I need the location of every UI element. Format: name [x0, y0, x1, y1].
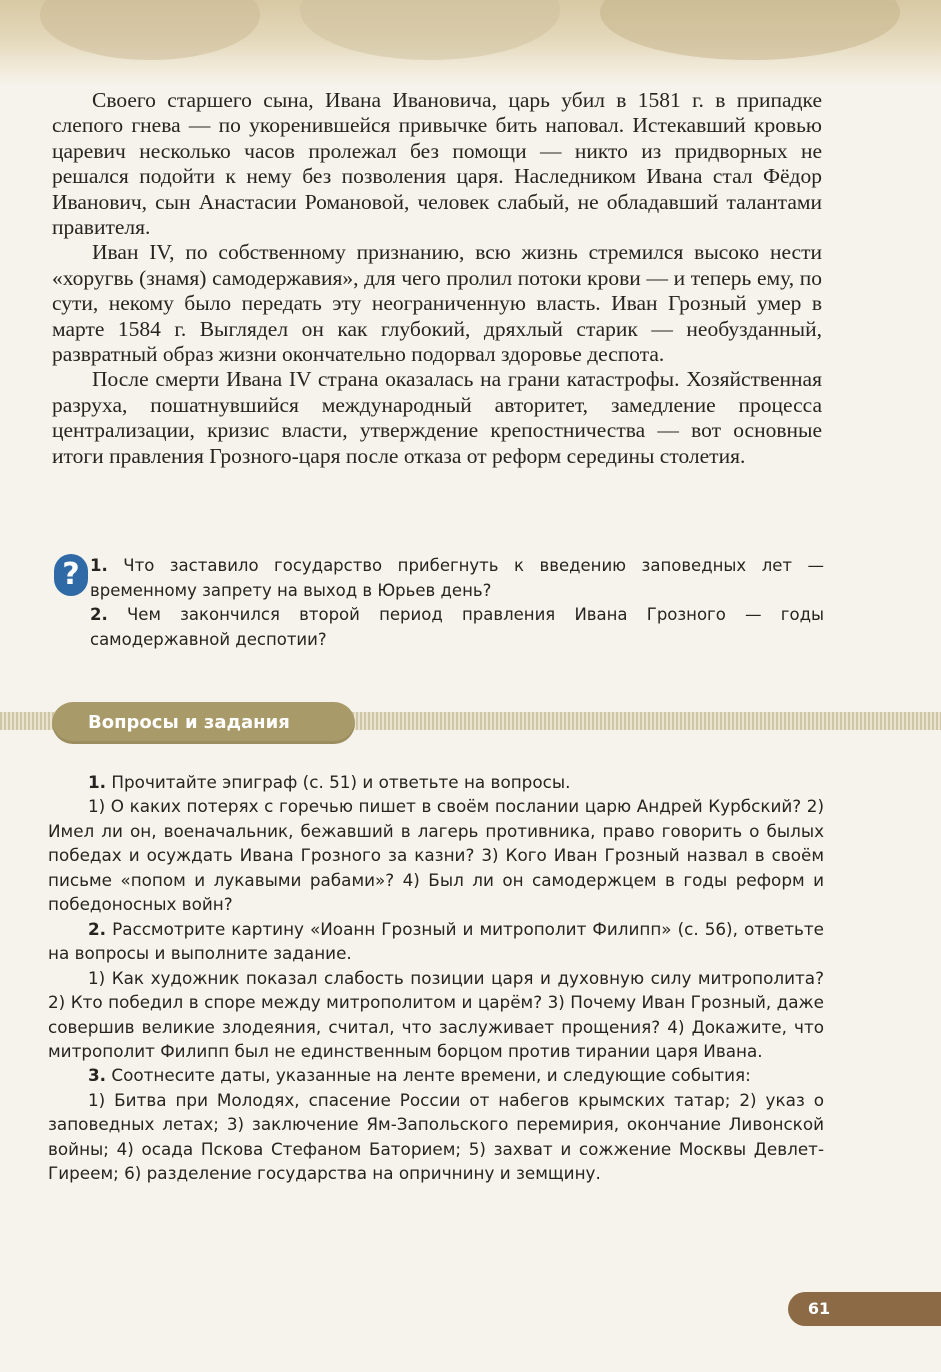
task-heading-text: Рассмотрите картину «Иоанн Грозный и митрополит Филипп» (с. 56), ответьте на вопросы и выполните задание.	[48, 918, 824, 964]
task-header	[48, 1063, 824, 1087]
question-item	[90, 603, 824, 652]
question-number: 1.	[90, 556, 108, 575]
review-questions	[54, 554, 824, 652]
header-decoration	[40, 0, 260, 60]
page-number: 61	[807, 1299, 831, 1318]
section-heading	[52, 702, 355, 744]
question-text: Что заставило государство прибегнуть к введению заповедных лет — временному запрету на выход в Юрьев день?	[90, 556, 824, 600]
question-list	[90, 554, 824, 652]
question-item	[90, 554, 824, 603]
section-title: Вопросы и задания	[88, 712, 290, 733]
question-mark-icon: ?	[54, 554, 88, 596]
task-number: 2.	[88, 918, 107, 939]
main-text	[52, 88, 822, 469]
task-number: 1.	[88, 772, 107, 792]
task-number: 3.	[88, 1065, 107, 1086]
task-list	[48, 770, 824, 1186]
question-text: Чем закончился второй период правления Ивана Грозного — годы самодержавной деспотии?	[90, 605, 824, 649]
task-heading-text: Прочитайте эпиграф (с. 51) и ответьте на вопросы.	[111, 772, 571, 792]
paragraph: Своего старшего сына, Ивана Ивановича, царь убил в 1581 г. в припадке слепого гнева — по укоренившейся привычке бить наповал. Истекавший кровью царевич несколько часов пролежал без помощи — никто из придворных не решался подойти к нему без позволения царя. Наследником Ивана стал Фёдор Иванович, сын Анастасии Романовой, человек слабый, не обладавший талантами правителя.	[52, 88, 822, 240]
page-number-tab	[788, 1292, 941, 1326]
paragraph: После смерти Ивана IV страна оказалась на грани катастрофы. Хозяйственная разруха, пошатнувшийся международный авторитет, замедление процесса централизации, кризис власти, утверждение крепостничества — вот основные итоги правления Грозного-царя после отказа от реформ середины столетия.	[52, 367, 822, 468]
task-heading-text: Соотнесите даты, указанные на ленте времени, и следующие события:	[111, 1065, 751, 1086]
question-number: 2.	[90, 605, 108, 624]
task-header	[48, 917, 824, 966]
task-header	[48, 770, 824, 794]
header-decoration	[300, 0, 560, 60]
paragraph: Иван IV, по собственному признанию, всю жизнь стремился высоко нести «хоругвь (знамя) самодержавия», для чего пролил потоки крови — и теперь ему, по сути, некому было передать эту неограниченную власть. Иван Грозный умер в марте 1584 г. Выглядел он как глубокий, дряхлый старик — необузданный, развратный образ жизни окончательно подорвал здоровье деспота.	[52, 240, 822, 367]
task-body: 1) Битва при Молодях, спасение России от набегов крымских татар; 2) указ о заповедных летах; 3) заключение Ям-Запольского перемирия, окончание Ливонской войны; 4) осада Пскова Стефаном Баторием; 5) захват и сожжение Москвы Девлет-Гиреем; 6) разделение государства на опричнину и земщину.	[48, 1089, 824, 1184]
task-body: 1) Как художник показал слабость позиции царя и духовную силу митрополита? 2) Кто победил в споре между митрополитом и царём? 3) Почему Иван Грозный, даже совершив великие злодеяния, считал, что заслуживает прощения? 4) Докажите, что митрополит Филипп был не единственным борцом против тирании царя Ивана.	[48, 967, 824, 1061]
task-body: 1) О каких потерях с горечью пишет в своём послании царю Андрей Курбский? 2) Имел ли он, военачальник, бежавший в лагерь противника, право говорить о былых победах и осуждать Ивана Грозного за казни? 3) Кого Иван Грозный назвал в своём письме «попом и лукавыми рабами»? 4) Был ли он самодержцем в годы реформ и победоносных войн?	[48, 796, 824, 915]
header-illustration	[0, 0, 941, 86]
header-decoration	[600, 0, 900, 60]
